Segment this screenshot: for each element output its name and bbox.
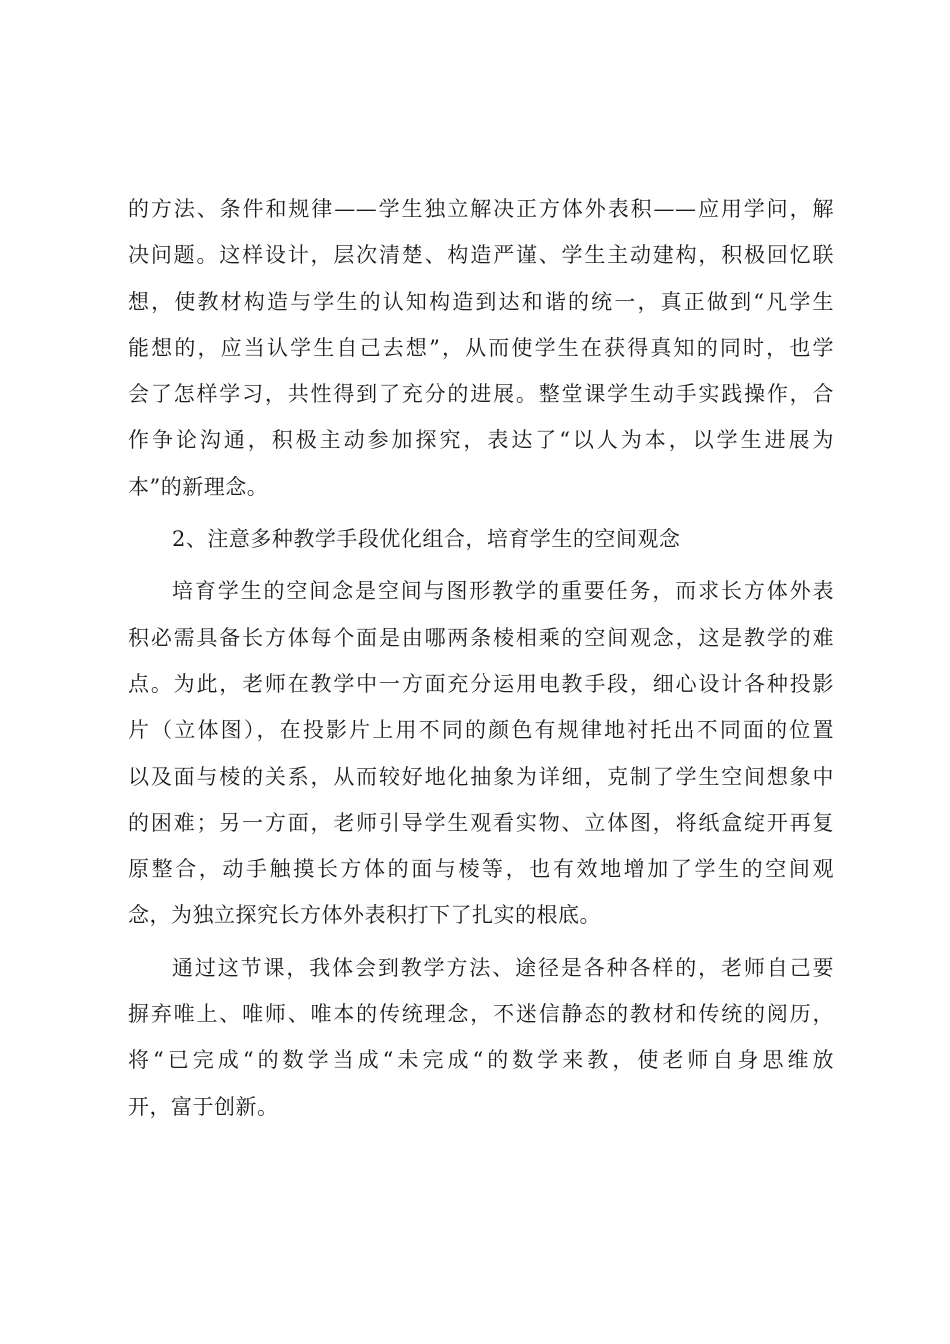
text-line: 能想的，应当认学生自己去想”，从而使学生在获得真知的同时，也学 bbox=[128, 335, 834, 360]
text-line: 决问题。这样设计，层次清楚、构造严谨、学生主动建构，积极回忆联 bbox=[128, 243, 834, 268]
document-page bbox=[128, 186, 834, 1130]
text-line: 本”的新理念。 bbox=[128, 474, 269, 499]
text-line: 以及面与棱的关系，从而较好地化抽象为详细，克制了学生空间想象中 bbox=[128, 764, 834, 789]
text-line: 作争论沟通，积极主动参加探究，表达了“以人为本，以学生进展为 bbox=[128, 428, 834, 453]
text-line: 通过这节课，我体会到教学方法、途径是各种各样的，老师自己要 bbox=[172, 955, 834, 980]
paragraph-method bbox=[128, 186, 834, 510]
paragraph-spatial-concept bbox=[128, 568, 834, 938]
text-line: 原整合，动手触摸长方体的面与棱等，也有效地增加了学生的空间观 bbox=[128, 857, 834, 882]
text-line: 的困难；另一方面，老师引导学生观看实物、立体图，将纸盒绽开再复 bbox=[128, 810, 834, 835]
text-line: 培育学生的空间念是空间与图形教学的重要任务，而求长方体外表 bbox=[172, 579, 834, 604]
text-line: 的方法、条件和规律——学生独立解决正方体外表积——应用学问，解 bbox=[128, 197, 834, 221]
text-line: 积必需具备长方体每个面是由哪两条棱相乘的空间观念，这是教学的难 bbox=[128, 625, 834, 650]
paragraph-reflection bbox=[128, 945, 834, 1130]
text-line: 摒弃唯上、唯师、唯本的传统理念，不迷信静态的教材和传统的阅历， bbox=[128, 1002, 834, 1027]
text-line: 开，富于创新。 bbox=[128, 1094, 279, 1119]
text-line: 将“已完成“的数学当成“未完成“的数学来教，使老师自身思维放 bbox=[128, 1048, 834, 1073]
text-line: 点。为此，老师在教学中一方面充分运用电教手段，细心设计各种投影 bbox=[128, 671, 834, 696]
text-line: 片（立体图），在投影片上用不同的颜色有规律地衬托出不同面的位置 bbox=[128, 718, 834, 743]
text-line: 念，为独立探究长方体外表积打下了扎实的根底。 bbox=[128, 903, 601, 928]
text-line: 想，使教材构造与学生的认知构造到达和谐的统一，真正做到“凡学生 bbox=[128, 289, 834, 314]
section-heading: 2、注意多种教学手段优化组合，培育学生的空间观念 bbox=[172, 527, 681, 552]
text-line: 会了怎样学习，共性得到了充分的进展。整堂课学生动手实践操作，合 bbox=[128, 382, 834, 407]
